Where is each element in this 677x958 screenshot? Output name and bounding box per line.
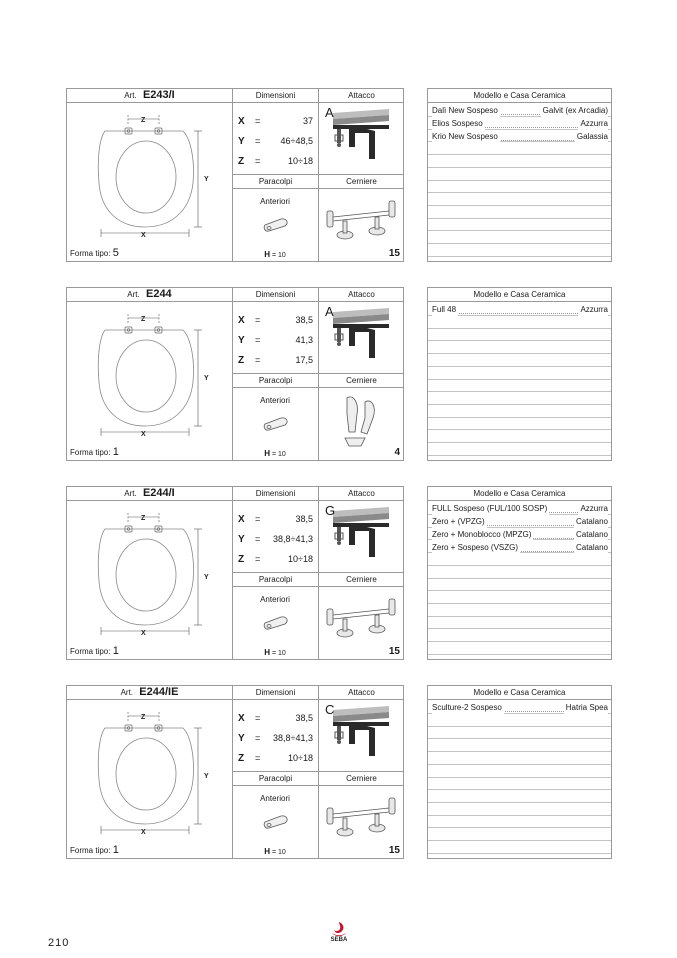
model-list-rule — [428, 205, 611, 206]
seba-logo — [326, 921, 352, 947]
model-list-header: Modello e Casa Ceramica — [428, 487, 611, 501]
dimension-equals: = — [255, 753, 261, 763]
paracolpi-panel — [233, 587, 319, 659]
model-list-rule — [428, 340, 611, 341]
forma-label: Forma tipo: — [70, 647, 111, 656]
page-number: 210 — [48, 937, 70, 949]
dimension-value: 38,8÷41,3 — [273, 534, 313, 544]
product-block — [66, 287, 612, 461]
model-list-rule — [428, 616, 611, 617]
attacco-letter: G — [325, 503, 336, 518]
svg-text:Y: Y — [204, 574, 209, 581]
forma-value: 5 — [112, 247, 119, 259]
model-brand: Galvit (ex Arcadia) — [542, 106, 608, 115]
attacco-letter: C — [325, 702, 335, 717]
seat-outline-drawing — [67, 302, 233, 460]
cerniere-number: 15 — [388, 845, 400, 856]
dimension-equals: = — [255, 534, 261, 544]
model-row — [432, 117, 608, 130]
cerniere-panel — [319, 189, 404, 261]
cerniere-panel — [319, 587, 404, 659]
attacco-letter: A — [325, 105, 334, 120]
dimension-equals: = — [255, 733, 261, 743]
model-list-header: Modello e Casa Ceramica — [428, 288, 611, 302]
model-list-rule — [428, 379, 611, 380]
model-list-rule — [428, 802, 611, 803]
height-value — [233, 449, 317, 458]
model-row — [432, 528, 608, 541]
model-list-rule — [428, 192, 611, 193]
dimension-label: Z — [238, 753, 245, 764]
dimension-label: Y — [238, 335, 245, 346]
seat-diagram — [67, 501, 233, 659]
paracolpi-header: Paracolpi — [233, 772, 319, 786]
model-list-rule — [428, 827, 611, 828]
cerniere-panel — [319, 786, 404, 858]
attacco-letter: A — [325, 304, 334, 319]
svg-text:Z: Z — [141, 117, 146, 124]
product-spec-table — [66, 88, 404, 262]
model-brand: Azzurra — [580, 119, 608, 128]
dimension-equals: = — [255, 136, 261, 146]
article-code: E244/I — [142, 487, 175, 499]
dimension-label: X — [238, 315, 245, 326]
forma-tipo — [70, 844, 119, 856]
logo-text: SEBA — [330, 937, 348, 943]
model-brand: Azzurra — [580, 305, 608, 314]
attacco-header: Attacco — [319, 288, 404, 302]
dimension-value: 38,5 — [295, 713, 313, 723]
model-brand: Hatria Spea — [565, 703, 608, 712]
model-row — [432, 104, 608, 117]
model-list-rule — [428, 789, 611, 790]
dimension-value: 38,5 — [295, 315, 313, 325]
model-name: Full 48 — [432, 305, 457, 314]
dimension-value: 41,3 — [295, 335, 313, 345]
svg-text:X: X — [141, 232, 146, 239]
model-row — [432, 541, 608, 554]
model-list-table — [427, 685, 612, 859]
model-name: Zero + (VPZG) — [432, 517, 485, 526]
svg-text:X: X — [141, 829, 146, 836]
model-list-rule — [428, 815, 611, 816]
forma-value: 1 — [112, 446, 119, 458]
attacco-header: Attacco — [319, 89, 404, 103]
paracolpi-bumper-drawing — [261, 613, 291, 631]
anteriori-label: Anteriori — [260, 595, 290, 604]
dimension-label: Z — [238, 554, 245, 565]
dimension-value: 10÷18 — [288, 156, 313, 166]
dimension-label: Z — [238, 355, 245, 366]
model-list-rule — [428, 353, 611, 354]
model-name: Zero + Sospeso (VSZG) — [432, 543, 519, 552]
seat-outline-drawing — [67, 103, 233, 261]
model-list-rule — [428, 578, 611, 579]
dimensioni-header: Dimensioni — [233, 89, 319, 103]
model-brand: Catalano — [575, 530, 608, 539]
model-list-rule — [428, 751, 611, 752]
paracolpi-header: Paracolpi — [233, 374, 319, 388]
attacco-panel — [319, 501, 404, 573]
dimensions-panel — [233, 700, 319, 772]
model-list-table — [427, 486, 612, 660]
product-block — [66, 88, 612, 262]
model-list-rule — [428, 455, 611, 456]
model-list-rule — [428, 243, 611, 244]
model-row — [432, 502, 608, 515]
height-label: H — [264, 449, 270, 458]
model-list-rule — [428, 391, 611, 392]
model-name: FULL Sospeso (FUL/100 SOSP) — [432, 504, 548, 513]
model-row — [432, 515, 608, 528]
model-list-rule — [428, 603, 611, 604]
height-label: H — [264, 250, 270, 259]
dimension-value: 46÷48,5 — [280, 136, 313, 146]
article-prefix: Art. — [124, 91, 137, 100]
dimension-equals: = — [255, 156, 261, 166]
model-row — [432, 701, 608, 714]
forma-tipo — [70, 645, 119, 657]
svg-text:X: X — [141, 630, 146, 637]
model-list-rule — [428, 218, 611, 219]
model-list-rule — [428, 154, 611, 155]
dimension-row — [233, 314, 317, 330]
model-list-table — [427, 287, 612, 461]
model-brand: Galassia — [576, 132, 608, 141]
model-list-rule — [428, 565, 611, 566]
paracolpi-bumper-drawing — [261, 812, 291, 830]
article-header — [67, 89, 233, 103]
model-list-table — [427, 88, 612, 262]
cerniere-header: Cerniere — [319, 175, 404, 189]
model-list-rule — [428, 256, 611, 257]
product-spec-table — [66, 685, 404, 859]
forma-label: Forma tipo: — [70, 448, 111, 457]
dimension-label: X — [238, 713, 245, 724]
cerniere-number: 15 — [388, 646, 400, 657]
article-code: E244/IE — [139, 686, 179, 698]
cerniere-drawing — [319, 790, 404, 846]
model-list-rule — [428, 777, 611, 778]
model-name: Krio New Sospeso — [432, 132, 498, 141]
model-name: Zero + Monoblocco (MPZG) — [432, 530, 532, 539]
model-brand: Azzurra — [580, 504, 608, 513]
attacco-header: Attacco — [319, 487, 404, 501]
forma-value: 1 — [112, 844, 119, 856]
dimension-value: 10÷18 — [288, 753, 313, 763]
product-block — [66, 486, 612, 660]
cerniere-number: 15 — [388, 248, 400, 259]
model-list-rule — [428, 726, 611, 727]
dimension-row — [233, 553, 317, 569]
paracolpi-header: Paracolpi — [233, 175, 319, 189]
dimensions-panel — [233, 103, 319, 175]
height-number: = 10 — [271, 252, 286, 259]
forma-tipo — [70, 247, 119, 259]
seat-outline-drawing — [67, 501, 233, 659]
model-list-rule — [428, 641, 611, 642]
cerniere-header: Cerniere — [319, 772, 404, 786]
anteriori-label: Anteriori — [260, 794, 290, 803]
forma-label: Forma tipo: — [70, 846, 111, 855]
dimension-label: Y — [238, 733, 245, 744]
article-code: E243/I — [142, 89, 175, 101]
anteriori-label: Anteriori — [260, 197, 290, 206]
model-brand: Catalano — [575, 543, 608, 552]
article-header — [67, 686, 233, 700]
cerniere-number: 4 — [394, 447, 400, 458]
dimension-equals: = — [255, 514, 261, 524]
model-name: Sculture-2 Sospeso — [432, 703, 502, 712]
dimension-label: X — [238, 116, 245, 127]
dimension-row — [233, 712, 317, 728]
dimension-value: 10÷18 — [288, 554, 313, 564]
model-list-rule — [428, 654, 611, 655]
svg-text:Y: Y — [204, 375, 209, 382]
anteriori-label: Anteriori — [260, 396, 290, 405]
attacco-panel — [319, 700, 404, 772]
dimension-row — [233, 115, 317, 131]
model-list-rule — [428, 167, 611, 168]
model-list-rule — [428, 404, 611, 405]
article-prefix: Art. — [124, 489, 137, 498]
model-list-rule — [428, 590, 611, 591]
model-list-rule — [428, 738, 611, 739]
seat-diagram — [67, 103, 233, 261]
article-header — [67, 288, 233, 302]
dimension-equals: = — [255, 355, 261, 365]
article-prefix: Art. — [127, 290, 140, 299]
height-value — [233, 250, 317, 259]
height-number: = 10 — [271, 849, 286, 856]
cerniere-drawing — [319, 388, 404, 452]
model-list-rule — [428, 628, 611, 629]
dimension-row — [233, 732, 317, 748]
dimension-equals: = — [255, 554, 261, 564]
forma-tipo — [70, 446, 119, 458]
dimension-label: X — [238, 514, 245, 525]
dimension-value: 37 — [302, 116, 313, 126]
height-number: = 10 — [271, 650, 286, 657]
article-code: E244 — [145, 288, 172, 300]
model-list-rule — [428, 840, 611, 841]
svg-text:Y: Y — [204, 176, 209, 183]
model-list-header: Modello e Casa Ceramica — [428, 89, 611, 103]
model-list-rule — [428, 417, 611, 418]
model-list-rule — [428, 180, 611, 181]
dimension-row — [233, 513, 317, 529]
product-spec-table — [66, 486, 404, 660]
paracolpi-bumper-drawing — [261, 215, 291, 233]
dimensioni-header: Dimensioni — [233, 288, 319, 302]
model-list-rule — [428, 429, 611, 430]
cerniere-panel — [319, 388, 404, 460]
height-value — [233, 648, 317, 657]
paracolpi-panel — [233, 388, 319, 460]
paracolpi-bumper-drawing — [261, 414, 291, 432]
dimension-row — [233, 334, 317, 350]
cerniere-drawing — [319, 193, 404, 249]
height-value — [233, 847, 317, 856]
forma-value: 1 — [112, 645, 119, 657]
model-list-rule — [428, 328, 611, 329]
dimension-label: Y — [238, 534, 245, 545]
model-name: Elios Sospeso — [432, 119, 483, 128]
height-label: H — [264, 648, 270, 657]
attacco-panel — [319, 103, 404, 175]
model-list-header: Modello e Casa Ceramica — [428, 686, 611, 700]
dimension-row — [233, 752, 317, 768]
dimension-equals: = — [255, 335, 261, 345]
dimension-equals: = — [255, 315, 261, 325]
article-prefix: Art. — [120, 688, 134, 697]
svg-text:X: X — [141, 431, 146, 438]
dimension-equals: = — [255, 116, 261, 126]
svg-text:Z: Z — [141, 714, 146, 721]
cerniere-header: Cerniere — [319, 573, 404, 587]
svg-text:Z: Z — [141, 316, 146, 323]
seat-diagram — [67, 302, 233, 460]
cerniere-drawing — [319, 591, 404, 647]
dimension-label: Y — [238, 136, 245, 147]
attacco-panel — [319, 302, 404, 374]
forma-label: Forma tipo: — [70, 249, 111, 258]
model-name: Dalì New Sospeso — [432, 106, 498, 115]
height-number: = 10 — [271, 451, 286, 458]
dimension-value: 17,5 — [295, 355, 313, 365]
model-list-rule — [428, 442, 611, 443]
model-brand: Catalano — [575, 517, 608, 526]
dimension-equals: = — [255, 713, 261, 723]
model-list-rule — [428, 366, 611, 367]
paracolpi-header: Paracolpi — [233, 573, 319, 587]
dimensioni-header: Dimensioni — [233, 487, 319, 501]
attacco-header: Attacco — [319, 686, 404, 700]
model-list-rule — [428, 230, 611, 231]
article-header — [67, 487, 233, 501]
dimension-row — [233, 533, 317, 549]
cerniere-header: Cerniere — [319, 374, 404, 388]
svg-text:Z: Z — [141, 515, 146, 522]
paracolpi-panel — [233, 189, 319, 261]
seat-outline-drawing — [67, 700, 233, 858]
dimensions-panel — [233, 501, 319, 573]
dimension-row — [233, 155, 317, 171]
dimension-label: Z — [238, 156, 245, 167]
dimension-row — [233, 354, 317, 370]
model-row — [432, 303, 608, 316]
dimension-row — [233, 135, 317, 151]
model-row — [432, 130, 608, 143]
svg-text:Y: Y — [204, 773, 209, 780]
dimensions-panel — [233, 302, 319, 374]
height-label: H — [264, 847, 270, 856]
product-block — [66, 685, 612, 859]
model-list-rule — [428, 853, 611, 854]
model-list-rule — [428, 764, 611, 765]
paracolpi-panel — [233, 786, 319, 858]
dimension-value: 38,8÷41,3 — [273, 733, 313, 743]
dimensioni-header: Dimensioni — [233, 686, 319, 700]
product-spec-table — [66, 287, 404, 461]
seat-diagram — [67, 700, 233, 858]
dimension-value: 38,5 — [295, 514, 313, 524]
